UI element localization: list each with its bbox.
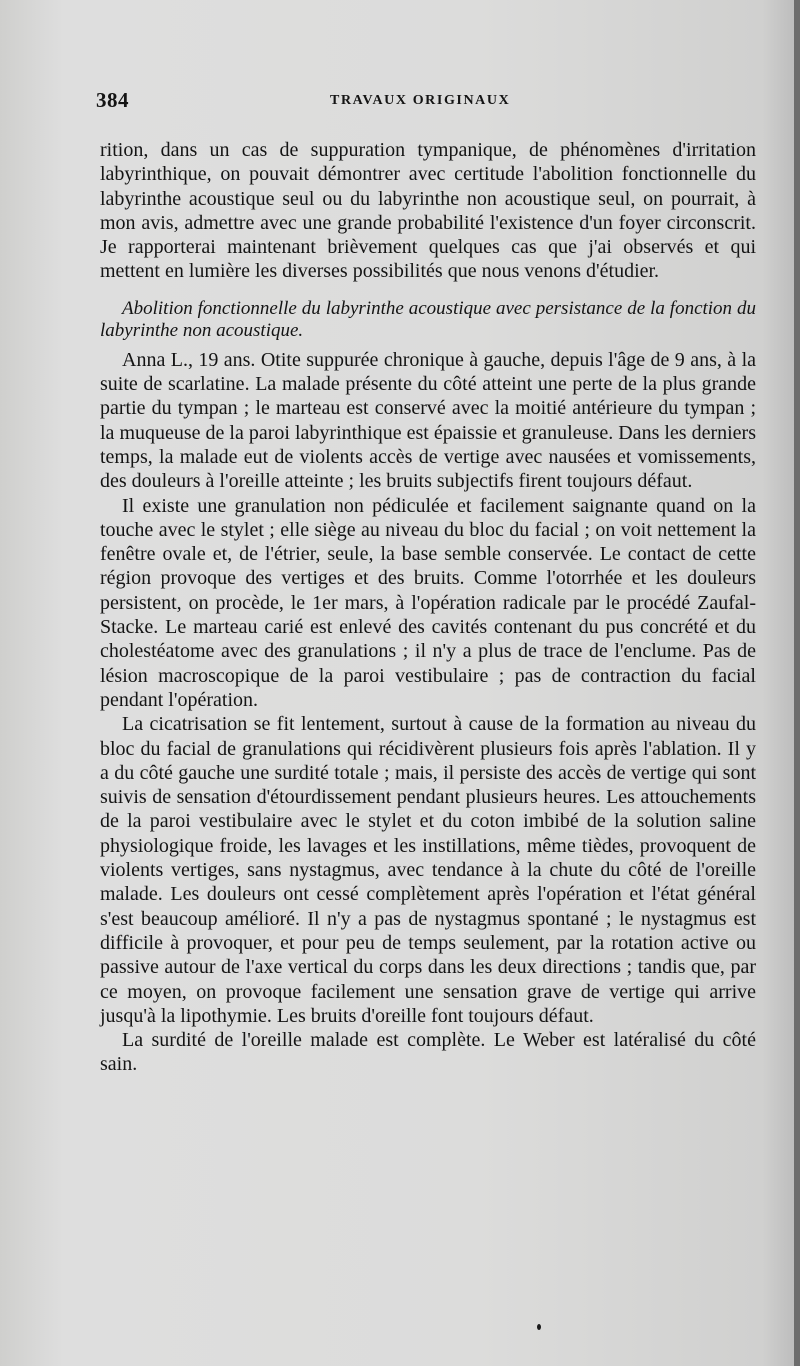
body-text (100, 138, 756, 1077)
running-title: TRAVAUX ORIGINAUX (330, 93, 511, 108)
paragraph-case-history: Anna L., 19 ans. Otite suppurée chronique à gauche, depuis l'âge de 9 ans, à la suite de scarlatine. La malade présente du côté atteint une perte de la plus grande partie du tympan ; le marteau est conservé avec la moitié antérieure du tympan ; la muqueuse de la paroi labyrinthique est épaissie et granuleuse. Dans les derniers temps, la malade eut de violents accès de vertige avec nausées et vomissements, des douleurs à l'oreille atteinte ; les bruits subjectifs firent toujours défaut. (100, 348, 756, 493)
page-number: 384 (96, 88, 129, 112)
ink-speck (537, 1324, 541, 1330)
paragraph-examination: Il existe une granulation non pédiculée et facilement saignante quand on la touche avec le stylet ; elle siège au niveau du bloc du facial ; on voit nettement la fenêtre ovale et, de l'étrier, seule, la base semble conservée. Le contact de cette région provoque des vertiges et des bruits. Comme l'otorrhée et les douleurs persistent, on procède, le 1er mars, à l'opération radicale par le procédé Zaufal-Stacke. Le marteau carié est enlevé des cavités contenant du pus concrété et du cholestéatome avec des granulations ; il n'y a plus de trace de l'enclume. Pas de lésion macroscopique de la paroi vestibulaire ; pas de contraction du facial pendant l'opération. (100, 494, 756, 711)
scan-edge (794, 0, 800, 1366)
paragraph-healing: La cicatrisation se fit lentement, surtout à cause de la formation au niveau du bloc du facial de granulations qui récidivèrent plusieurs fois après l'ablation. Il y a du côté gauche une surdité totale ; mais, il persiste des accès de vertige qui sont suivis de sensation d'étourdissement pendant plusieurs heures. Les attouchements de la paroi vestibulaire avec le stylet et du coton imbibé de la solution saline physiologique froide, les lavages et les instillations, même tièdes, provoquent de violents vertiges, sans nystagmus, avec tendance à la chute du côté de l'oreille malade. Les douleurs ont cessé complètement après l'opération et l'état général s'est beaucoup amélioré. Il n'y a pas de nystagmus spontané ; le nystagmus est difficile à provoquer, et pour peu de temps seulement, par la rotation active ou passive autour de l'axe vertical du corps dans les deux directions ; tandis que, par ce moyen, on provoque facilement une sensation grave de vertige qui arrive jusqu'à la lipothymie. Les bruits d'oreille font toujours défaut. (100, 713, 756, 1027)
paragraph-continuation: rition, dans un cas de suppuration tympanique, de phénomènes d'irritation labyrinthique, on pouvait démontrer avec certitude l'abolition fonctionnelle du labyrinthe acoustique seul ou du labyrinthe non acoustique seul, on pourrait, à mon avis, admettre avec une grande probabilité l'existence d'un foyer circonscrit. Je rapporterai maintenant brièvement quelques cas que j'ai observés et qui mettent en lumière les diverses possibilités que nous venons d'étudier. (100, 139, 756, 283)
section-subheading: Abolition fonctionnelle du labyrinthe acoustique avec persistance de la fonction du labyrinthe non acoustique. (100, 297, 756, 341)
page-header (96, 88, 756, 116)
paragraph-conclusion: La surdité de l'oreille malade est complète. Le Weber est latéralisé du côté sain. (100, 1029, 756, 1076)
